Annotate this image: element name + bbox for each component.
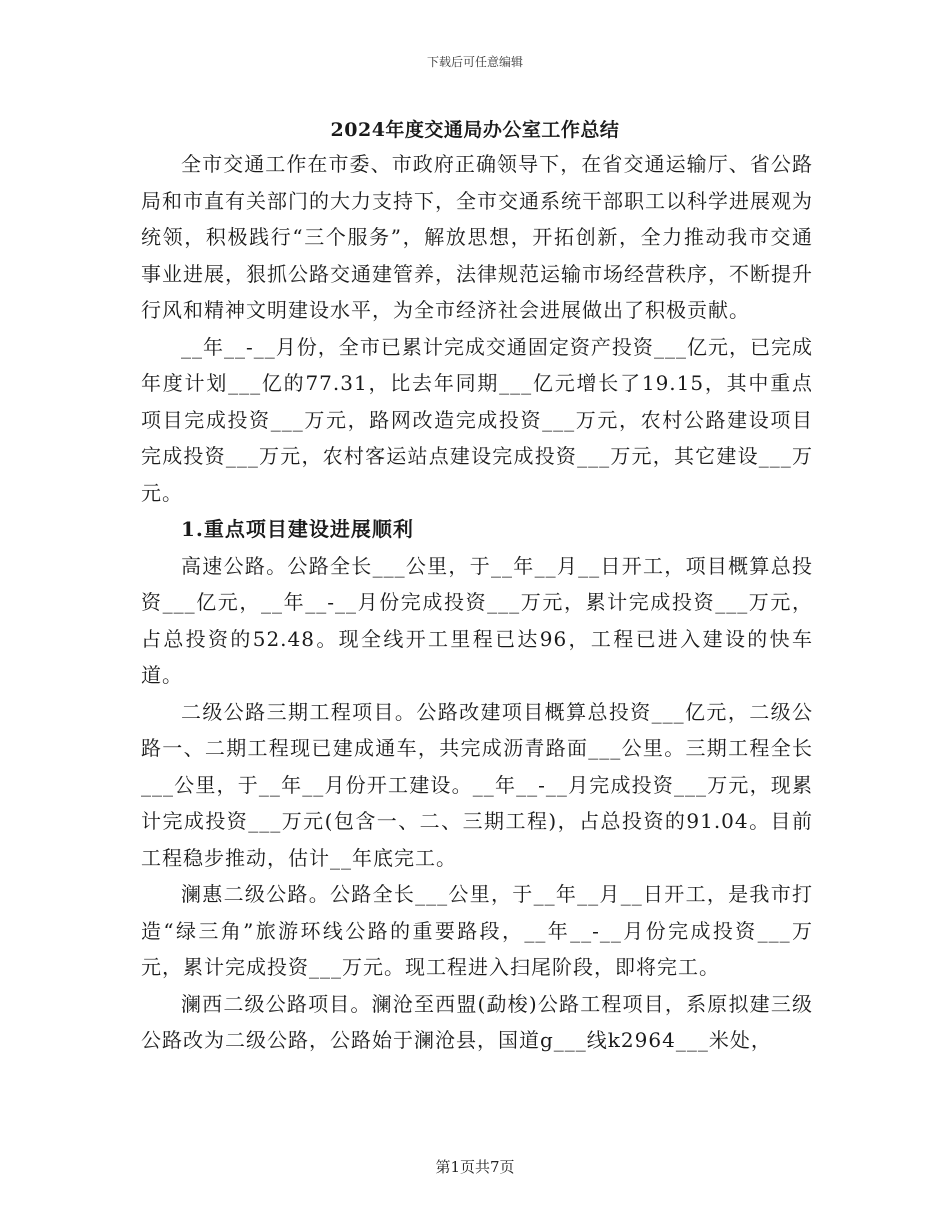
investment-summary-paragraph: __年__-__月份，全市已累计完成交通固定资产投资___亿元，已完成年度计划___亿的77.31，比去年同期___亿元增长了19.15，其中重点项目完成投资___万元，路网改造完成投资___万元，农村公路建设项目完成投资___万元，农村客运站点建设完成投资___万元，其它建设___万元。 bbox=[141, 334, 813, 505]
secondary-road-phase3-paragraph: 二级公路三期工程项目。公路改建项目概算总投资___亿元，二级公路一、二期工程现已建成通车，共完成沥青路面___公里。三期工程全长___公里，于__年__月份开工建设。__年__-__月完成投资___万元，现累计完成投资___万元(包含一、二、三期工程)，占总投资的91.04。目前工程稳步推动，估计__年底完工。 bbox=[141, 699, 813, 870]
expressway-paragraph: 高速公路。公路全长___公里，于__年__月__日开工，项目概算总投资___亿元，__年__-__月份完成投资___万元，累计完成投资___万元，占总投资的52.48。现全线开工里程已达96，工程已进入建设的快车道。 bbox=[141, 553, 813, 687]
page-number: 第1页共7页 bbox=[435, 1158, 515, 1176]
document-body bbox=[141, 146, 813, 1059]
document-title: 2024年度交通局办公室工作总结 bbox=[330, 119, 620, 141]
section-heading: 1.重点项目建设进展顺利 bbox=[181, 517, 414, 541]
lanxi-road-paragraph: 澜西二级公路项目。澜沧至西盟(勐梭)公路工程项目，系原拟建三级公路改为二级公路，公路始于澜沧县，国道g___线k2964___米处， bbox=[141, 991, 813, 1052]
lanhui-road-paragraph: 澜惠二级公路。公路全长___公里，于__年__月__日开工，是我市打造“绿三角”旅游环线公路的重要路段，__年__-__月份完成投资___万元，累计完成投资___万元。现工程进入扫尾阶段，即将完工。 bbox=[141, 882, 813, 979]
header-note: 下载后可任意编辑 bbox=[426, 55, 523, 69]
intro-paragraph: 全市交通工作在市委、市政府正确领导下，在省交通运输厅、省公路局和市直有关部门的大力支持下，全市交通系统干部职工以科学进展观为统领，积极践行“三个服务”，解放思想，开拓创新，全力推动我市交通事业进展，狠抓公路交通建管养，法律规范运输市场经营秩序，不断提升行风和精神文明建设水平，为全市经济社会进展做出了积极贡献。 bbox=[141, 152, 813, 322]
